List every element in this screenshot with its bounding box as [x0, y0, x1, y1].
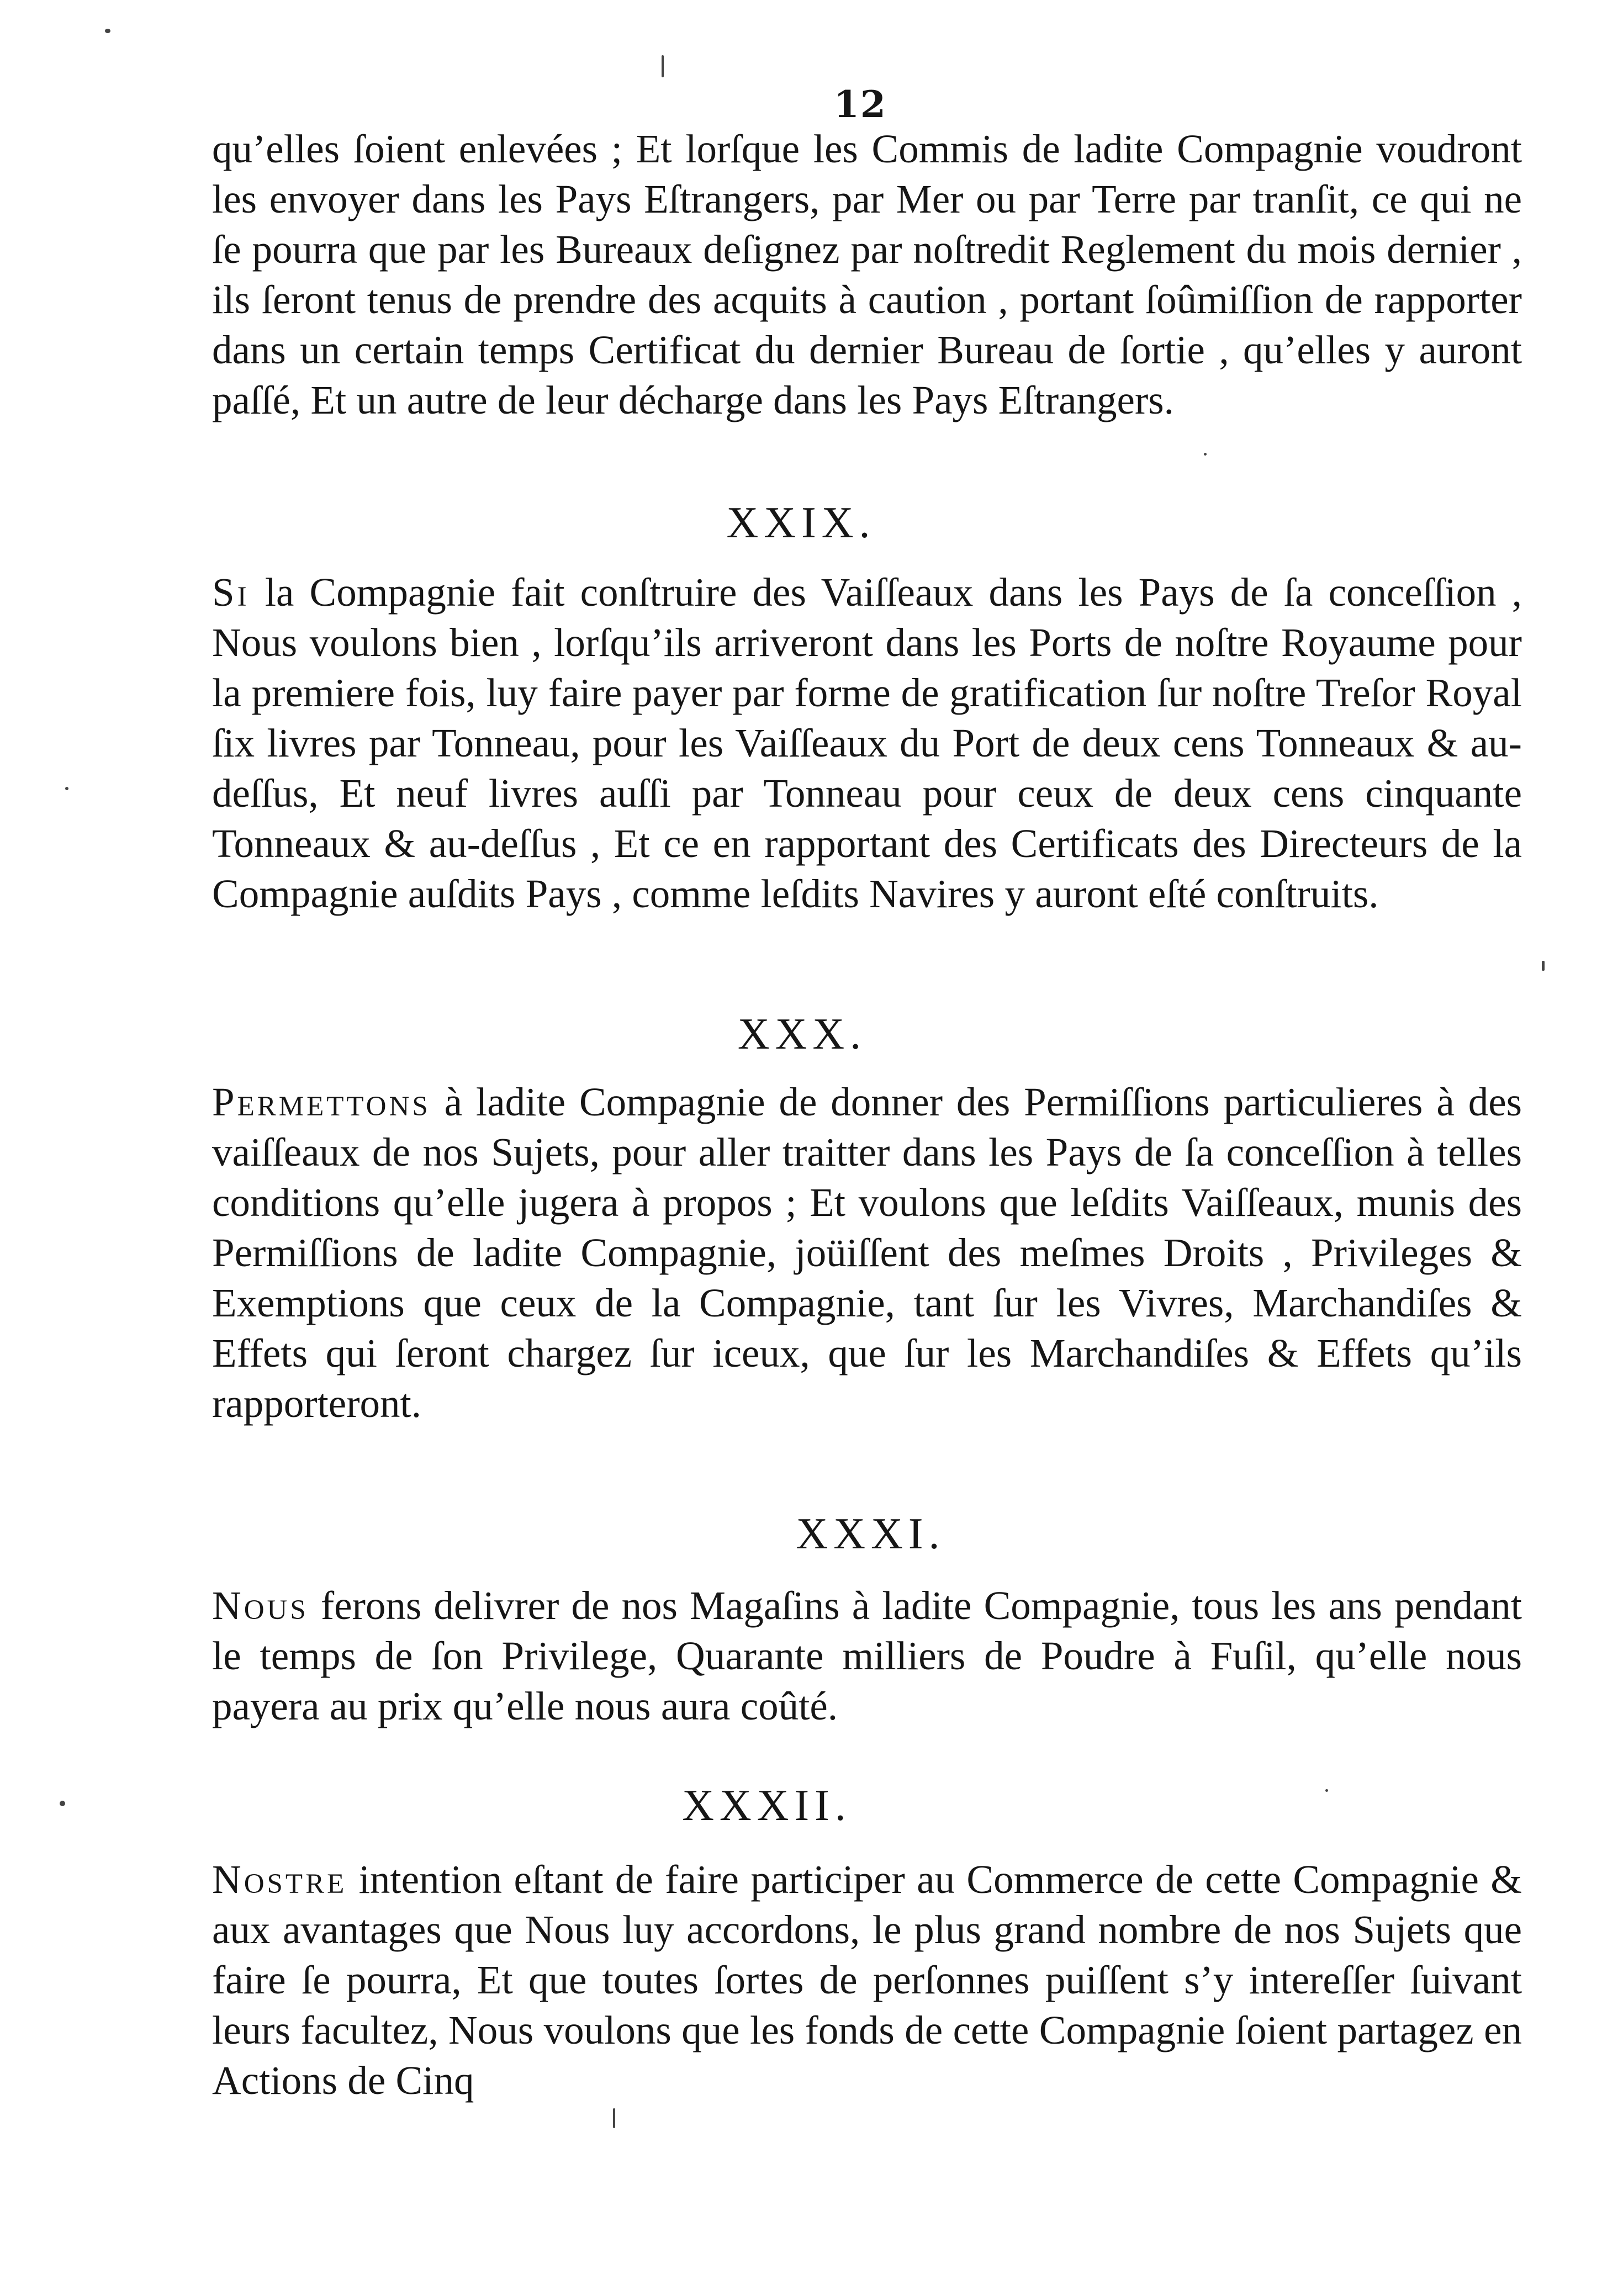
article-paragraph-xxix [212, 567, 1522, 919]
scan-speck [1204, 453, 1207, 456]
article-paragraph-xxxi [212, 1580, 1522, 1731]
article-body: la Compagnie fait conſtruire des Vaiſſeaux dans les Pays de ſa conceſſion , Nous voulons bien , lorſqu’ils arriveront dans les Ports de noſtre Royaume pour la premiere fois, luy faire payer par forme de gratification ſur noſtre Treſor Royal ſix livres par Tonneau, pour les Vaiſſeaux du Port de deux cens Tonneaux & au-deſſus, Et neuf livres auſſi par Tonneau pour ceux de deux cens cinquante Tonneaux & au-deſſus , Et ce en rapportant des Certificats des Directeurs de la Compagnie auſdits Pays , comme leſdits Navires y auront eſté conſtruits. [212, 570, 1522, 916]
article-paragraph-xxxii [212, 1854, 1522, 2105]
article-body: ferons delivrer de nos Magaſins à ladite Compagnie, tous les ans pendant le temps de ſon Privilege, Quarante milliers de Poudre à Fuſil, qu’elle nous payera au prix qu’elle nous aura coûté. [212, 1583, 1522, 1728]
article-numeral: XXXII. [682, 1781, 852, 1830]
scan-speck [65, 787, 68, 790]
article-heading-xxix [0, 498, 1602, 548]
scan-speck [105, 29, 110, 33]
article-heading-xxx [1, 1009, 1602, 1060]
article-body: intention eſtant de faire participer au Commerce de cette Compagnie & aux avantages que Nous luy accordons, le plus grand nombre de nos Sujets que faire ſe pourra, Et que toutes ſortes de perſonnes puiſſent s’y intereſſer ſuivant leurs facultez, Nous voulons que les fonds de cette Compagnie ſoient partagez en Actions de Cinq [212, 1857, 1522, 2103]
scan-speck [662, 55, 664, 77]
scan-speck [613, 2108, 615, 2128]
article-body: à ladite Compagnie de donner des Permiſſions particulieres à des vaiſſeaux de nos Sujets, pour aller traitter dans les Pays de ſa conceſſion à telles conditions qu’elle jugera à propos ; Et voulons que leſdits Vaiſſeaux, munis des Permiſſions de ladite Compagnie, joüiſſent des meſmes Droits , Privileges & Exemptions que ceux de la Compagnie, tant ſur les Vivres, Marchandiſes & Effets qui ſeront chargez ſur iceux, que ſur les Marchandiſes & Effets qu’ils rapporteront. [212, 1080, 1522, 1426]
article-numeral: XXXI. [796, 1510, 945, 1558]
article-heading-xxxi [70, 1509, 1602, 1559]
article-lead-word: Nous [212, 1583, 309, 1628]
article-lead-word: Si [212, 570, 250, 615]
article-numeral: XXX. [737, 1010, 867, 1059]
page-number: 12 [834, 83, 887, 126]
scan-speck [1542, 961, 1545, 971]
article-lead-word: Permettons [212, 1080, 431, 1124]
scan-speck [1325, 1789, 1328, 1792]
intro-text: qu’elles ſoient enlevées ; Et lorſque les Commis de ladite Compagnie voudront les envoyer dans les Pays Eſtrangers, par Mer ou par Terre par tranſit, ce qui ne ſe pourra que par les Bureaux deſignez par noſtredit Reglement du mois dernier , ils ſeront tenus de prendre des acquits à caution , portant ſoûmiſſion de rapporter dans un certain temps Certificat du dernier Bureau de ſortie , qu’elles y auront paſſé, Et un autre de leur décharge dans les Pays Eſtrangers. [212, 126, 1522, 422]
article-lead-word: Nostre [212, 1857, 347, 1902]
article-paragraph-xxx [212, 1077, 1522, 1429]
scan-speck [60, 1801, 65, 1806]
article-heading-xxxii [0, 1781, 1568, 1831]
intro-paragraph [212, 124, 1522, 425]
article-numeral: XXIX. [726, 499, 876, 547]
